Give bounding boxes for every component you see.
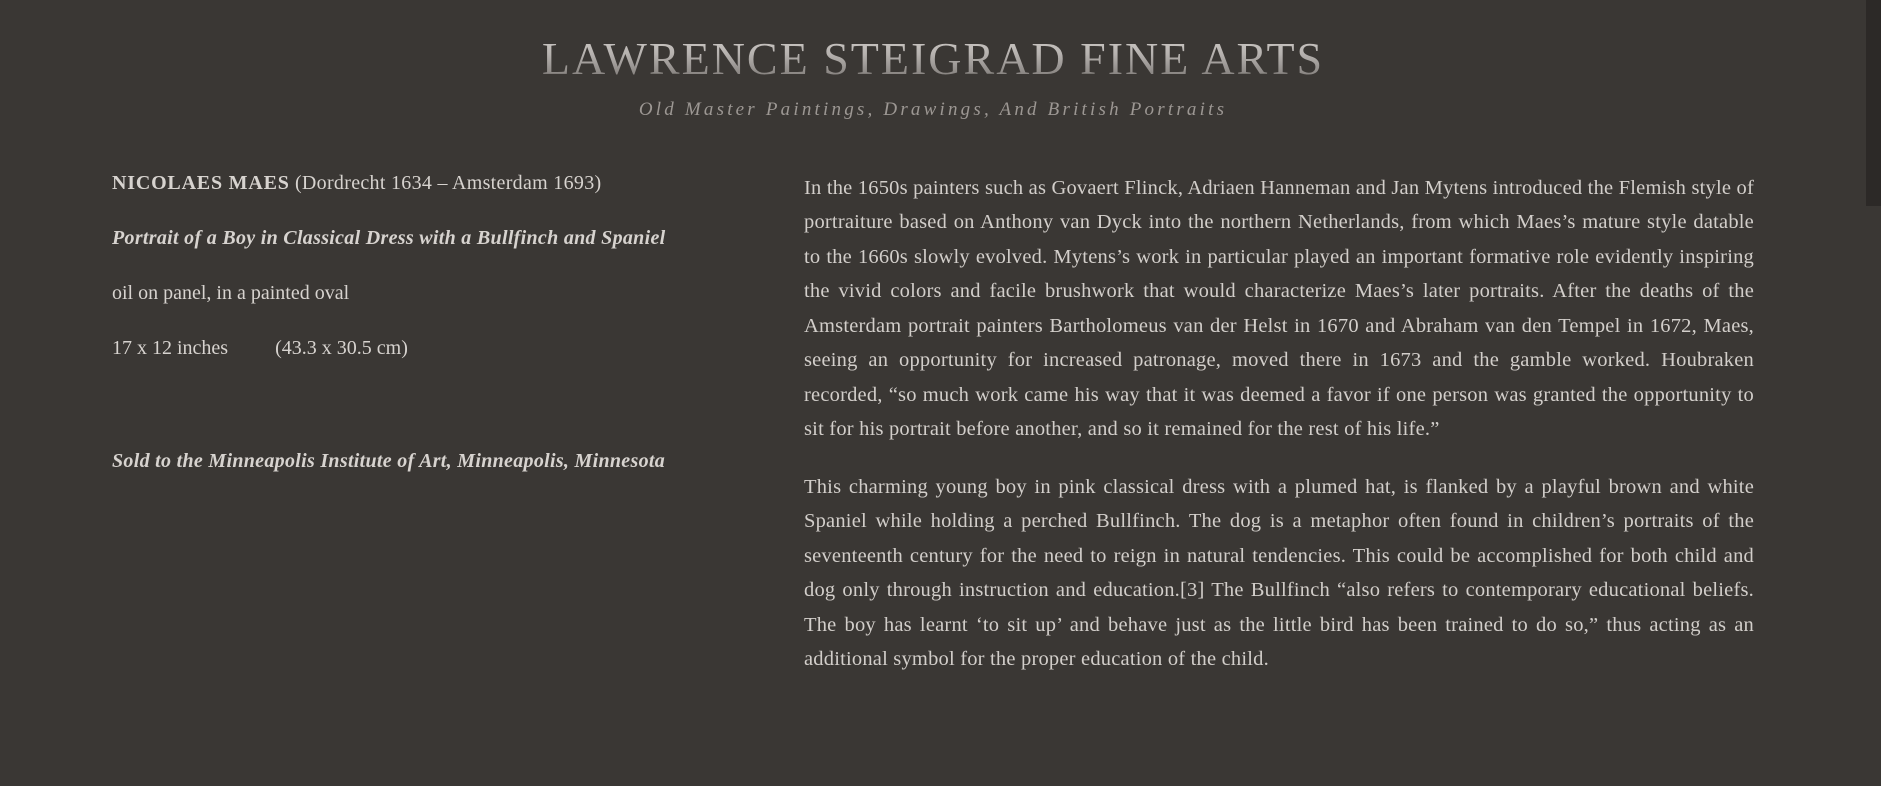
- description-paragraph: In the 1650s painters such as Govaert Flinck, Adriaen Hanneman and Jan Mytens introduced the Flemish style of portraiture based on Anthony van Dyck into the northern Netherlands, from which Maes’s mature style datable to the 1660s slowly evolved. Mytens’s work in particular played an important formative role evidently inspiring the vivid colors and facile brushwork that would characterize Maes’s later portraits. After the deaths of the Amsterdam portrait painters Bartholomeus van der Helst in 1670 and Abraham van den Tempel in 1672, Maes, seeing an opportunity for increased patronage, moved there in 1673 and the gamble worked. Houbraken recorded, “so much work came his way that it was deemed a favor if one person was granted the opportunity to sit for his portrait before another, and so it remained for the rest of his life.”: [804, 176, 1754, 441]
- artist-dates: (Dordrecht 1634 – Amsterdam 1693): [294, 171, 602, 194]
- artwork-details-column: [112, 171, 704, 700]
- description-paragraph: This charming young boy in pink classical dress with a plumed hat, is flanked by a playful brown and white Spaniel while holding a perched Bullfinch. The dog is a metaphor often found in children’s portraits of the seventeenth century for the need to reign in natural tendencies. This could be accomplished for both child and dog only through instruction and education.[3] The Bullfinch “also refers to contemporary educational beliefs. The boy has learnt ‘to sit up’ and behave just as the little bird has been trained to do so,” thus acting as an additional symbol for the proper education of the child.: [804, 475, 1754, 671]
- gallery-title: LAWRENCE STEIGRAD FINE ARTS: [0, 34, 1866, 85]
- artwork-dimensions: [112, 336, 704, 360]
- artwork-medium: oil on panel, in a painted oval: [112, 281, 350, 304]
- artist-line: [112, 171, 704, 195]
- provenance-note: Sold to the Minneapolis Institute of Art, Minneapolis, Minnesota: [112, 449, 666, 472]
- scrollbar-track[interactable]: [1866, 0, 1881, 786]
- artwork-description-column: [804, 171, 1754, 700]
- artwork-title: Portrait of a Boy in Classical Dress with a Bullfinch and Spaniel: [112, 226, 666, 249]
- page-header: [0, 0, 1866, 121]
- gallery-subtitle: Old Master Paintings, Drawings, And British Portraits: [638, 98, 1228, 120]
- scrollbar-thumb[interactable]: [1866, 0, 1881, 206]
- content-area: [0, 171, 1866, 700]
- dimensions-inches: 17 x 12 inches: [112, 336, 229, 359]
- dimensions-cm: (43.3 x 30.5 cm): [275, 336, 408, 359]
- artist-name: NICOLAES MAES: [112, 171, 290, 194]
